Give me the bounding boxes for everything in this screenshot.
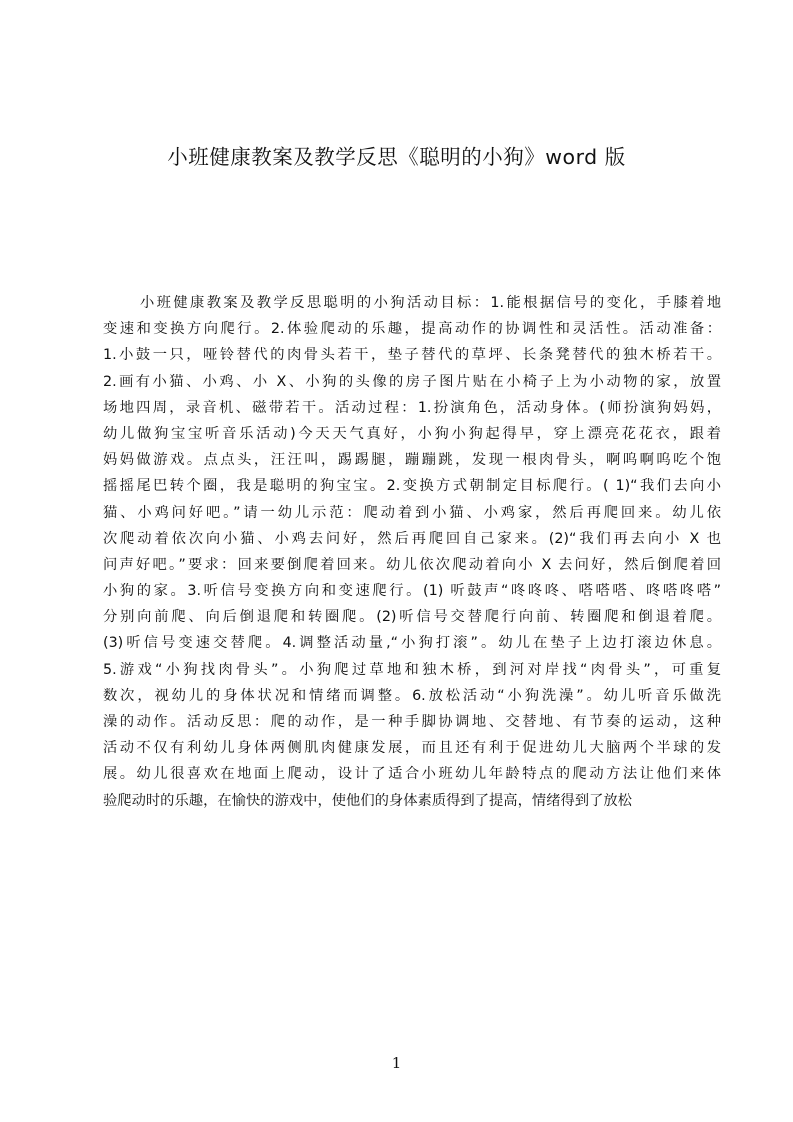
text-line: 小班健康教案及教学反思聪明的小狗活动目标：1.能根据信号的变化，手膝着地: [140, 295, 721, 311]
text-line: 活动不仅有利幼儿身体两侧肌肉健康发展，而且还有利于促进幼儿大脑两个半球的发: [103, 740, 721, 757]
text-line: 摇摇尾巴转个圈，我是聪明的狗宝宝。2.变换方式朝制定目标爬行。( 1)“我们去向小: [103, 478, 721, 495]
text-line: 变速和变换方向爬行。2.体验爬动的乐趣，提高动作的协调性和灵活性。活动准备：: [103, 321, 721, 338]
text-line: 次爬动着依次向小猫、小鸡去问好，然后再爬回自己家来。(2)“我们再去向小 X 也: [103, 530, 721, 547]
text-line: 1.小鼓一只，哑铃替代的肉骨头若干，垫子替代的草坪、长条凳替代的独木桥若干。: [103, 347, 721, 364]
text-line: 幼儿做狗宝宝听音乐活动)今天天气真好，小狗小狗起得早，穿上漂亮花花衣，跟着: [103, 425, 721, 442]
text-line: 验爬动时的乐趣，在愉快的游戏中，使他们的身体素质得到了提高，情绪得到了放松: [103, 792, 632, 809]
page-number: 1: [391, 1054, 402, 1072]
text-line: 问声好吧。”要求：回来要倒爬着回来。幼儿依次爬动着向小 X 去问好，然后倒爬着回: [103, 556, 721, 573]
text-line: 5.游戏“小狗找肉骨头”。小狗爬过草地和独木桥，到河对岸找“肉骨头”，可重复: [103, 661, 721, 678]
text-line: (3)听信号变速交替爬。4.调整活动量,“小狗打滚”。幼儿在垫子上边打滚边休息。: [103, 635, 721, 652]
text-line: 妈妈做游戏。点点头，汪汪叫，踢踢腿，蹦蹦跳，发现一根肉骨头，啊呜啊呜吃个饱: [103, 452, 721, 469]
text-line: 场地四周，录音机、磁带若干。活动过程：1.扮演角色，活动身体。(师扮演狗妈妈，: [103, 399, 721, 416]
body-paragraph: [103, 290, 721, 814]
text-line: 分别向前爬、向后倒退爬和转圈爬。(2)听信号交替爬行向前、转圈爬和倒退着爬。: [103, 609, 721, 626]
text-line: 小狗的家。3.听信号变换方向和变速爬行。(1) 听鼓声“咚咚咚、嗒嗒嗒、咚嗒咚嗒”: [103, 583, 721, 600]
text-line: 澡的动作。活动反思：爬的动作，是一种手脚协调地、交替地、有节奏的运动，这种: [103, 714, 721, 730]
text-line: 猫、小鸡问好吧。”请一幼儿示范：爬动着到小猫、小鸡家，然后再爬回来。幼儿依: [103, 504, 721, 521]
document-title: 小班健康教案及教学反思《聪明的小狗》word 版: [167, 145, 626, 169]
text-line: 2.画有小猫、小鸡、小 X、小狗的头像的房子图片贴在小椅子上为小动物的家，放置: [103, 373, 721, 390]
text-line: 展。幼儿很喜欢在地面上爬动，设计了适合小班幼儿年龄特点的爬动方法让他们来体: [103, 766, 721, 783]
text-line: 数次，视幼儿的身体状况和情绪而调整。6.放松活动“小狗洗澡”。幼儿听音乐做洗: [103, 687, 721, 704]
